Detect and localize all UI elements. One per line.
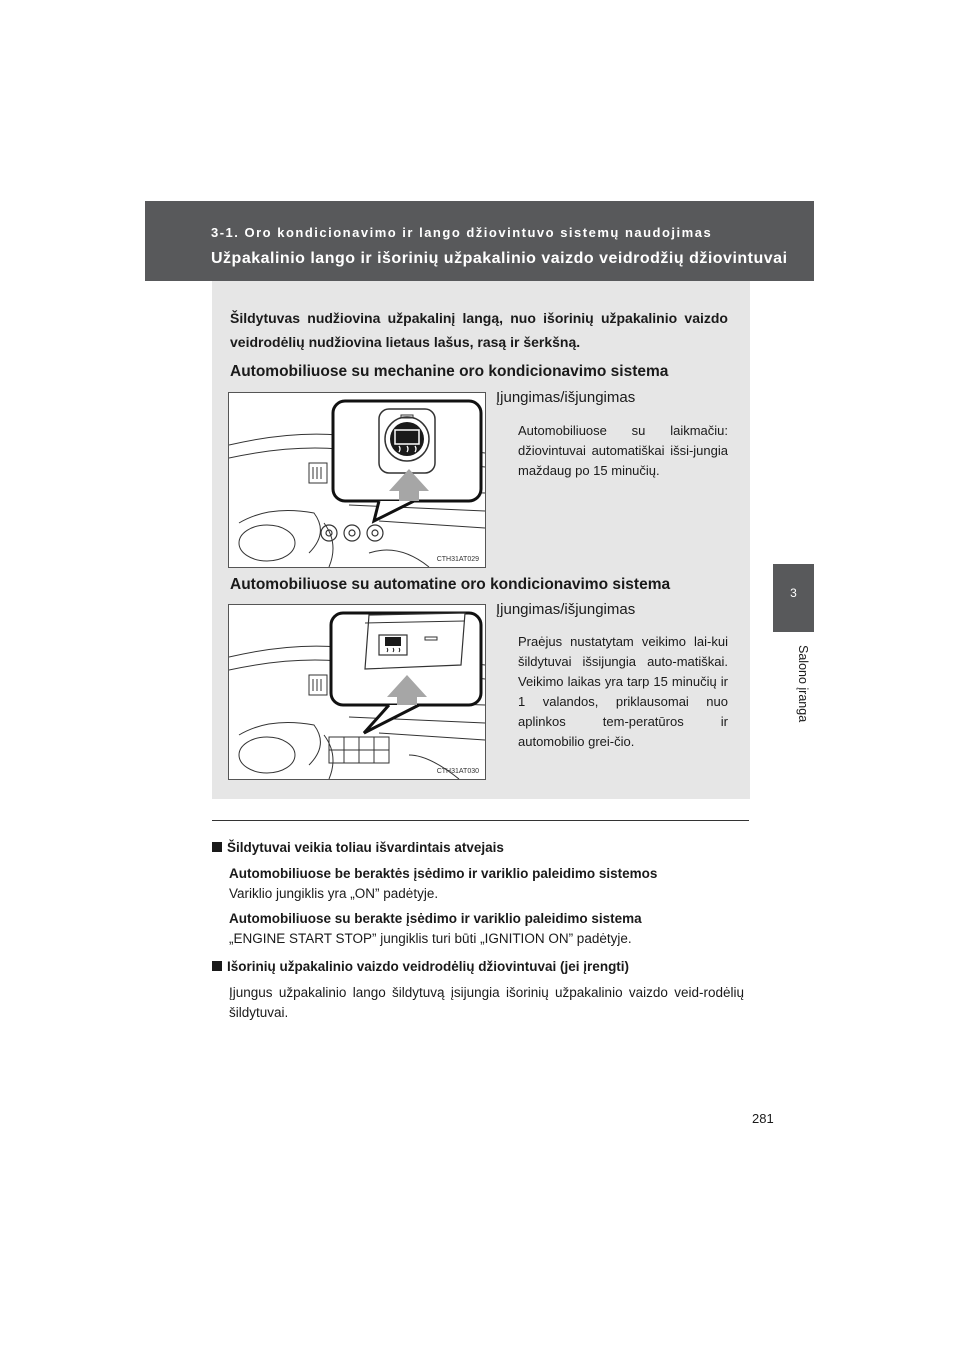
figure-manual-ac [228, 392, 486, 568]
chapter-number: 3 [790, 586, 797, 600]
note-heading-mirrors: Išorinių užpakalinio vaizdo veidrodėlių džiovintuvai (jei įrengti) [212, 957, 752, 977]
page-title: Užpakalinio lango ir išorinių užpakalinio vaizdo veidrodžių džiovintuvai [211, 250, 788, 267]
figure-code: CTH31AT030 [436, 768, 479, 775]
chapter-header [145, 201, 814, 281]
note-heading-operation: Šildytuvai veikia toliau išvardintais atvejais [212, 838, 752, 858]
figure-description-manual: Automobiliuose su laikmačiu: džiovintuvai automatiškai išsi-jungia maždaug po 15 minučių. [518, 423, 728, 478]
bullet-square-icon [212, 961, 222, 971]
note-operation-subheading-1: Automobiliuose be beraktės įsėdimo ir variklio paleidimo sistemos Variklio jungiklis yra „ON” padėtyje. [229, 866, 658, 901]
figure-title-manual: Įjungimas/išjungimas [496, 389, 636, 406]
figure-description-automatic: Praėjus nustatytam veikimo lai-kui šildytuvai išsijungia auto-matiškai. Veikimo laikas yra tarp 15 minučių ir 1 valandos, priklausomai nuo aplinkos tem-peratūros ir automobilio grei-čio. [518, 634, 728, 749]
dashboard-illustration-manual [229, 393, 485, 567]
note-operation-subheading-2: Automobiliuose su berakte įsėdimo ir variklio paleidimo sistema „ENGINE START STOP” jungiklis turi būti „IGNITION ON” padėtyje. [229, 911, 642, 946]
intro-text: Šildytuvas nudžiovina užpakalinį langą, nuo išorinių užpakalinio vaizdo veidrodėlių nudžiovina lietaus lašus, rasą ir šerkšną. [230, 310, 728, 350]
chapter-tab [773, 564, 814, 632]
note-mirrors-text: Įjungus užpakalinio lango šildytuvą įsijungia išorinių užpakalinio vaizdo veid-rodėlių šildytuvai. [229, 985, 744, 1020]
dashboard-illustration-automatic [229, 605, 485, 779]
figure-code: CTH31AT029 [436, 556, 479, 563]
chapter-tab-label: Salono įranga [796, 645, 810, 723]
divider [212, 820, 749, 821]
figure-automatic-ac [228, 604, 486, 780]
page-number: 281 [752, 1111, 774, 1126]
defogger-icon [385, 637, 401, 646]
bullet-square-icon [212, 842, 222, 852]
figure-title-automatic: Įjungimas/išjungimas [496, 601, 636, 618]
section-line: 3-1. Oro kondicionavimo ir lango džiovintuvo sistemų naudojimas [211, 225, 713, 240]
section-heading-manual: Automobiliuose su mechanine oro kondicionavimo sistema [230, 363, 669, 380]
section-heading-automatic: Automobiliuose su automatine oro kondicionavimo sistema [230, 576, 671, 593]
